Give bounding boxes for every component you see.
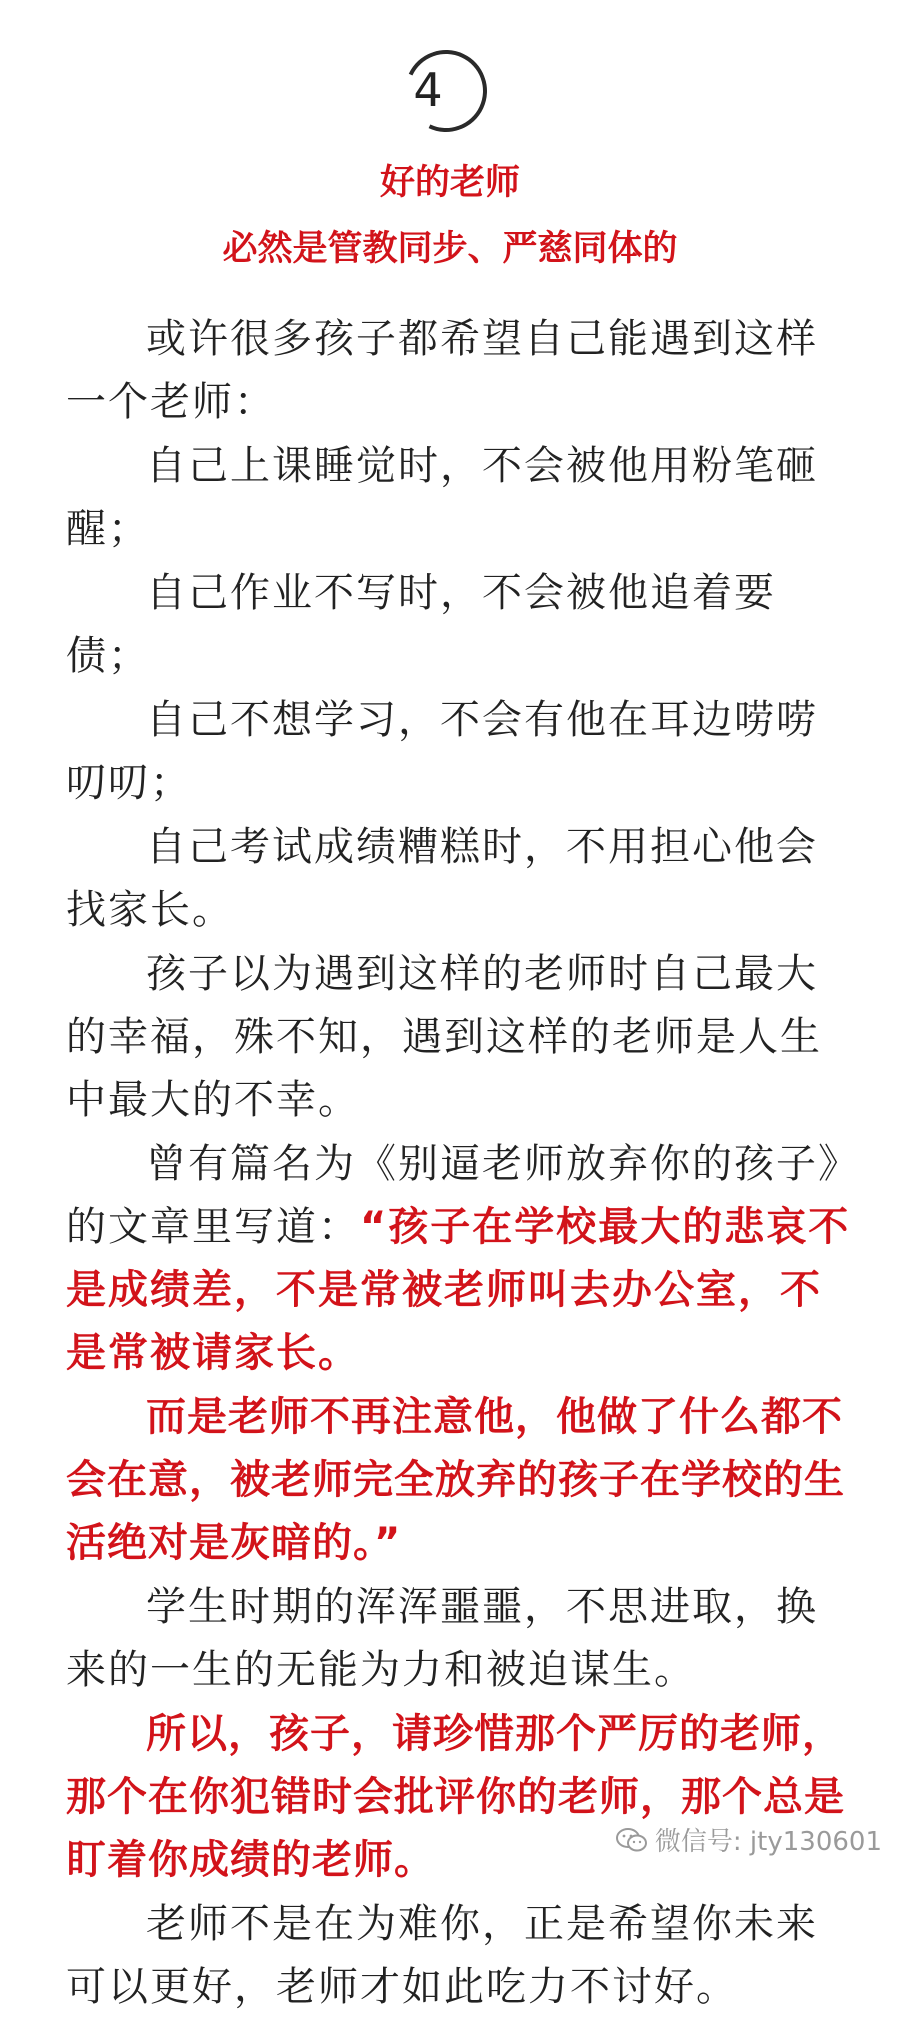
- section-heading-line2: 必然是管教同步、严慈同体的: [222, 229, 678, 269]
- paragraph: 或许很多孩子都希望自己能遇到这样一个老师：: [66, 316, 818, 425]
- paragraph: 学生时期的浑浑噩噩，不思进取，换来的一生的无能为力和被迫谋生。: [66, 1584, 818, 1693]
- article-body: [66, 308, 858, 2020]
- section-heading-line1: 好的老师: [379, 163, 520, 203]
- paragraph: 老师不是在为难你，正是希望你未来可以更好，老师才如此吃力不讨好。: [66, 1901, 818, 2010]
- paragraph: 孩子以为遇到这样的老师时自己最大的幸福，殊不知，遇到这样的老师是人生中最大的不幸。: [66, 951, 822, 1123]
- emphasis-paragraph: 所以，孩子，请珍惜那个严厉的老师，那个在你犯错时会批评你的老师，那个总是盯着你成绩的老师。: [66, 1711, 845, 1883]
- section-number: 4: [413, 63, 443, 117]
- circle-arc-icon: [393, 38, 498, 143]
- quote-paragraph: 而是老师不再注意他，他做了什么都不会在意，被老师完全放弃的孩子在学校的生活绝对是灰暗的。”: [66, 1394, 845, 1566]
- wechat-icon: [615, 1827, 649, 1853]
- paragraph: 自己考试成绩糟糕时，不用担心他会找家长。: [66, 824, 818, 933]
- watermark: [615, 1821, 882, 1858]
- quote-emphasis: “孩子在学校最大的悲哀不是成绩差，不是常被老师叫去办公室，不是常被请家长。: [66, 1204, 851, 1376]
- paragraph: 自己上课睡觉时，不会被他用粉笔砸醒；: [66, 443, 818, 552]
- watermark-text: 微信号: jty130601: [654, 1827, 882, 1857]
- paragraph: 自己不想学习，不会有他在耳边唠唠叨叨；: [66, 697, 818, 806]
- section-number-badge: [405, 50, 487, 132]
- paragraph-with-quote: [66, 1133, 858, 1385]
- paragraph-lead: 曾有篇名为《别逼老师放弃你的孩子》的文章里写道：: [66, 1141, 840, 1250]
- paragraph: 自己作业不写时，不会被他追着要债；: [66, 570, 776, 679]
